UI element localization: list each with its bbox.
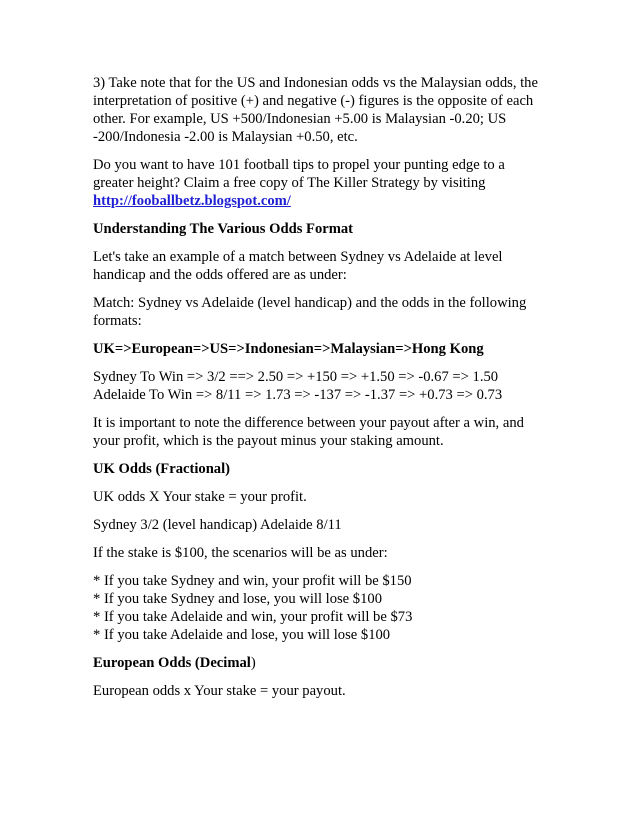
paragraph-promo <box>93 156 545 210</box>
paragraph-uk-example: Sydney 3/2 (level handicap) Adelaide 8/11 <box>93 517 342 533</box>
list-item: * If you take Adelaide and win, your profit will be $73 <box>93 609 413 625</box>
list-item: * If you take Sydney and win, your profit will be $150 <box>93 573 412 589</box>
formats-sequence: UK=>European=>US=>Indonesian=>Malaysian=>Hong Kong <box>93 341 484 357</box>
document-body <box>93 74 545 710</box>
paragraph-payout-vs-profit: It is important to note the difference between your payout after a win, and your profit, which is the payout minus your staking amount. <box>93 415 524 449</box>
paragraph-match-formats: Match: Sydney vs Adelaide (level handicap) and the odds in the following formats: <box>93 295 527 329</box>
paragraph-stake-intro: If the stake is $100, the scenarios will be as under: <box>93 545 388 561</box>
odds-line-sydney: Sydney To Win => 3/2 ==> 2.50 => +150 => +1.50 => -0.67 => 1.50 <box>93 369 499 385</box>
odds-line-adelaide: Adelaide To Win => 8/11 => 1.73 => -137 => -1.37 => +0.73 => 0.73 <box>93 387 503 403</box>
scenario-list <box>93 572 545 644</box>
heading-european-odds-tail: ) <box>250 655 256 671</box>
paragraph-uk-formula: UK odds X Your stake = your profit. <box>93 489 307 505</box>
heading-understanding-odds: Understanding The Various Odds Format <box>93 221 354 237</box>
paragraph-odds-note: 3) Take note that for the US and Indonesian odds vs the Malaysian odds, the interpretation of positive (+) and negative (-) figures is the opposite of each other. For example, US +500/Indonesian +5.00 is Malaysian -0.20; US -200/Indonesia -2.00 is Malaysian +0.50, etc. <box>93 75 538 145</box>
odds-table <box>93 368 545 404</box>
list-item: * If you take Adelaide and lose, you will lose $100 <box>93 627 391 643</box>
heading-european-odds <box>93 654 545 672</box>
list-item: * If you take Sydney and lose, you will lose $100 <box>93 591 382 607</box>
promo-text: Do you want to have 101 football tips to propel your punting edge to a greater height? Claim a free copy of The Killer Strategy by visiting <box>93 157 505 191</box>
heading-european-odds-bold: European Odds (Decimal <box>93 655 251 671</box>
heading-uk-odds: UK Odds (Fractional) <box>93 461 231 477</box>
paragraph-european-formula: European odds x Your stake = your payout. <box>93 683 346 699</box>
blog-link[interactable]: http://fooballbetz.blogspot.com/ <box>93 193 291 209</box>
paragraph-example-intro: Let's take an example of a match between Sydney vs Adelaide at level handicap and the odds offered are as under: <box>93 249 503 283</box>
